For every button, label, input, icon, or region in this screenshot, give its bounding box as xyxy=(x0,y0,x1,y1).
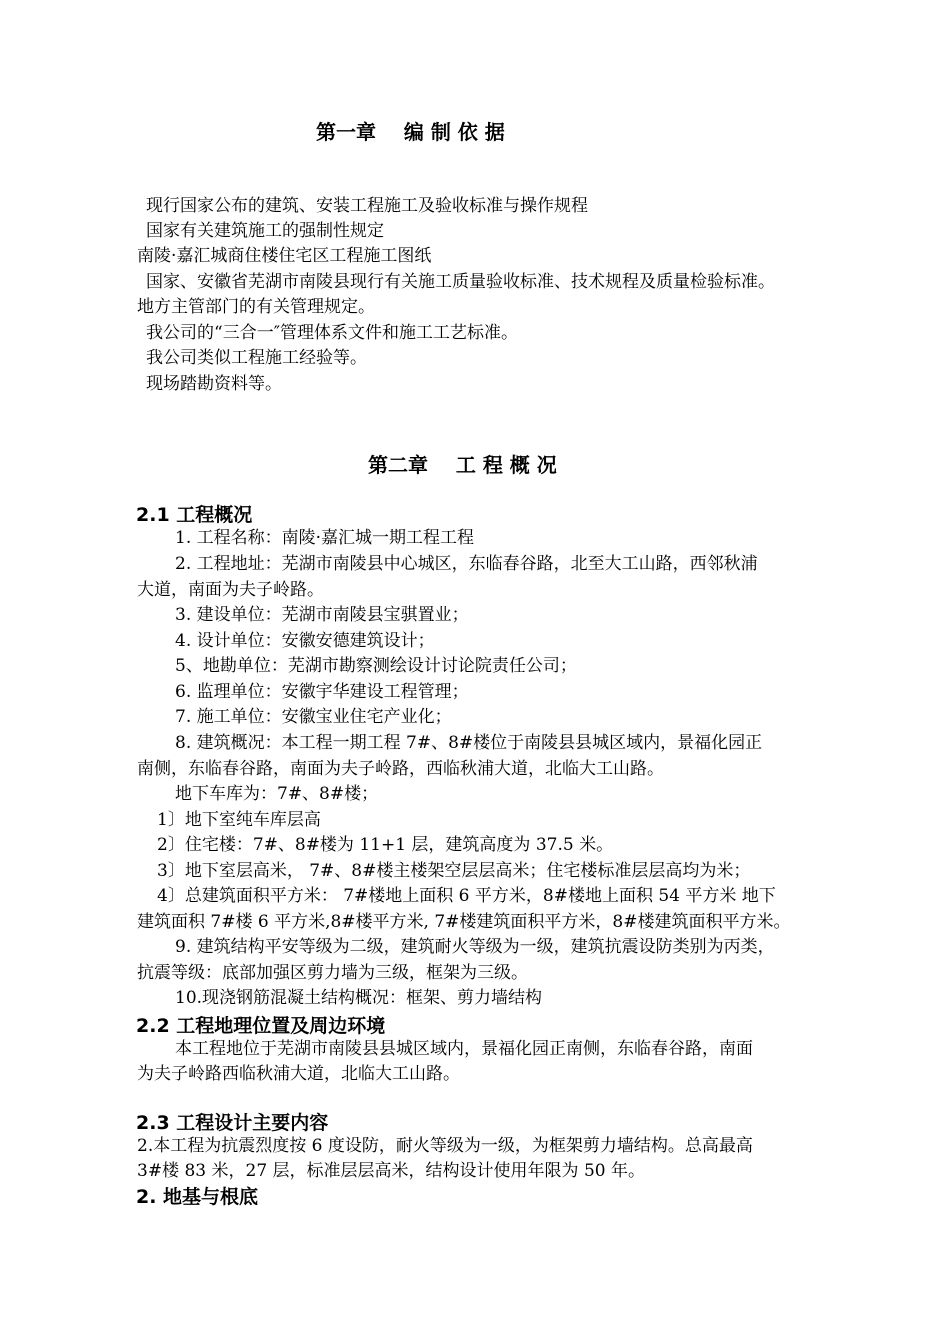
overview-line: 3〕地下室层高米， 7#、8#楼主楼架空层层高米；住宅楼标准层层高均为米； xyxy=(157,861,751,881)
overview-line: 5、地勘单位：芜湖市勘察测绘设计讨论院责任公司； xyxy=(175,656,577,676)
basis-item: 现行国家公布的建筑、安装工程施工及验收标准与操作规程 xyxy=(146,196,588,216)
chapter-2-title: 第二章 工 程 概 况 xyxy=(368,453,557,477)
overview-line: 7. 施工单位：安徽宝业住宅产业化； xyxy=(175,707,452,727)
chapter-1-title: 第一章 编 制 依 据 xyxy=(316,120,505,144)
location-line: 本工程地位于芜湖市南陵县县城区域内，景福化园正南侧，东临春谷路，南面 xyxy=(175,1039,753,1059)
section-2-3-heading: 2.3 工程设计主要内容 xyxy=(136,1112,329,1134)
overview-line: 4〕总建筑面积平方米： 7#楼地上面积 6 平方米，8#楼地上面积 54 平方米 地下 xyxy=(157,886,776,906)
basis-item: 地方主管部门的有关管理规定。 xyxy=(137,297,375,317)
basis-item: 我公司类似工程施工经验等。 xyxy=(146,348,367,368)
basis-item: 我公司的“三合一″管理体系文件和施工工艺标准。 xyxy=(146,323,519,343)
overview-line: 4. 设计单位：安徽安德建筑设计； xyxy=(175,631,435,651)
overview-line: 6. 监理单位：安徽宇华建设工程管理； xyxy=(175,682,469,702)
overview-line: 建筑面积 7#楼 6 平方米,8#楼平方米, 7#楼建筑面积平方米，8#楼建筑面积平方米。 xyxy=(137,912,791,932)
overview-line: 大道，南面为夫子岭路。 xyxy=(137,580,324,600)
overview-line: 9. 建筑结构平安等级为二级，建筑耐火等级为一级，建筑抗震设防类别为丙类， xyxy=(175,937,775,957)
overview-line: 2〕住宅楼：7#、8#楼为 11+1 层，建筑高度为 37.5 米。 xyxy=(157,835,614,855)
overview-line: 南侧，东临春谷路，南面为夫子岭路，西临秋浦大道，北临大工山路。 xyxy=(137,759,664,779)
basis-item: 国家、安徽省芜湖市南陵县现行有关施工质量验收标准、技术规程及质量检验标准。 xyxy=(146,272,775,292)
overview-line: 8. 建筑概况：本工程一期工程 7#、8#楼位于南陵县县城区域内，景福化园正 xyxy=(175,733,763,753)
location-line: 为夫子岭路西临秋浦大道，北临大工山路。 xyxy=(137,1064,460,1084)
section-2-1-heading: 2.1 工程概况 xyxy=(136,504,253,526)
design-line: 3#楼 83 米，27 层，标准层层高米，结构设计使用年限为 50 年。 xyxy=(137,1161,645,1181)
overview-line: 1〕地下室纯车库层高 xyxy=(157,810,321,830)
overview-line: 1. 工程名称：南陵·嘉汇城一期工程工程 xyxy=(175,528,475,548)
overview-line: 地下车库为：7#、8#楼； xyxy=(175,784,379,804)
overview-line: 10.现浇钢筋混凝土结构概况：框架、剪力墙结构 xyxy=(175,988,543,1008)
section-2-2-heading: 2.2 工程地理位置及周边环境 xyxy=(136,1015,386,1037)
design-line: 2.本工程为抗震烈度按 6 度设防，耐火等级为一级，为框架剪力墙结构。总高最高 xyxy=(137,1136,753,1156)
overview-line: 2. 工程地址：芜湖市南陵县中心城区，东临春谷路，北至大工山路，西邻秋浦 xyxy=(175,554,758,574)
basis-item: 现场踏勘资料等。 xyxy=(146,374,282,394)
overview-line: 3. 建设单位：芜湖市南陵县宝骐置业； xyxy=(175,605,469,625)
basis-item: 南陵·嘉汇城商住楼住宅区工程施工图纸 xyxy=(137,246,432,266)
section-2-4-heading: 2. 地基与根底 xyxy=(136,1186,259,1208)
basis-item: 国家有关建筑施工的强制性规定 xyxy=(146,221,384,241)
overview-line: 抗震等级：底部加强区剪力墙为三级，框架为三级。 xyxy=(137,963,528,983)
